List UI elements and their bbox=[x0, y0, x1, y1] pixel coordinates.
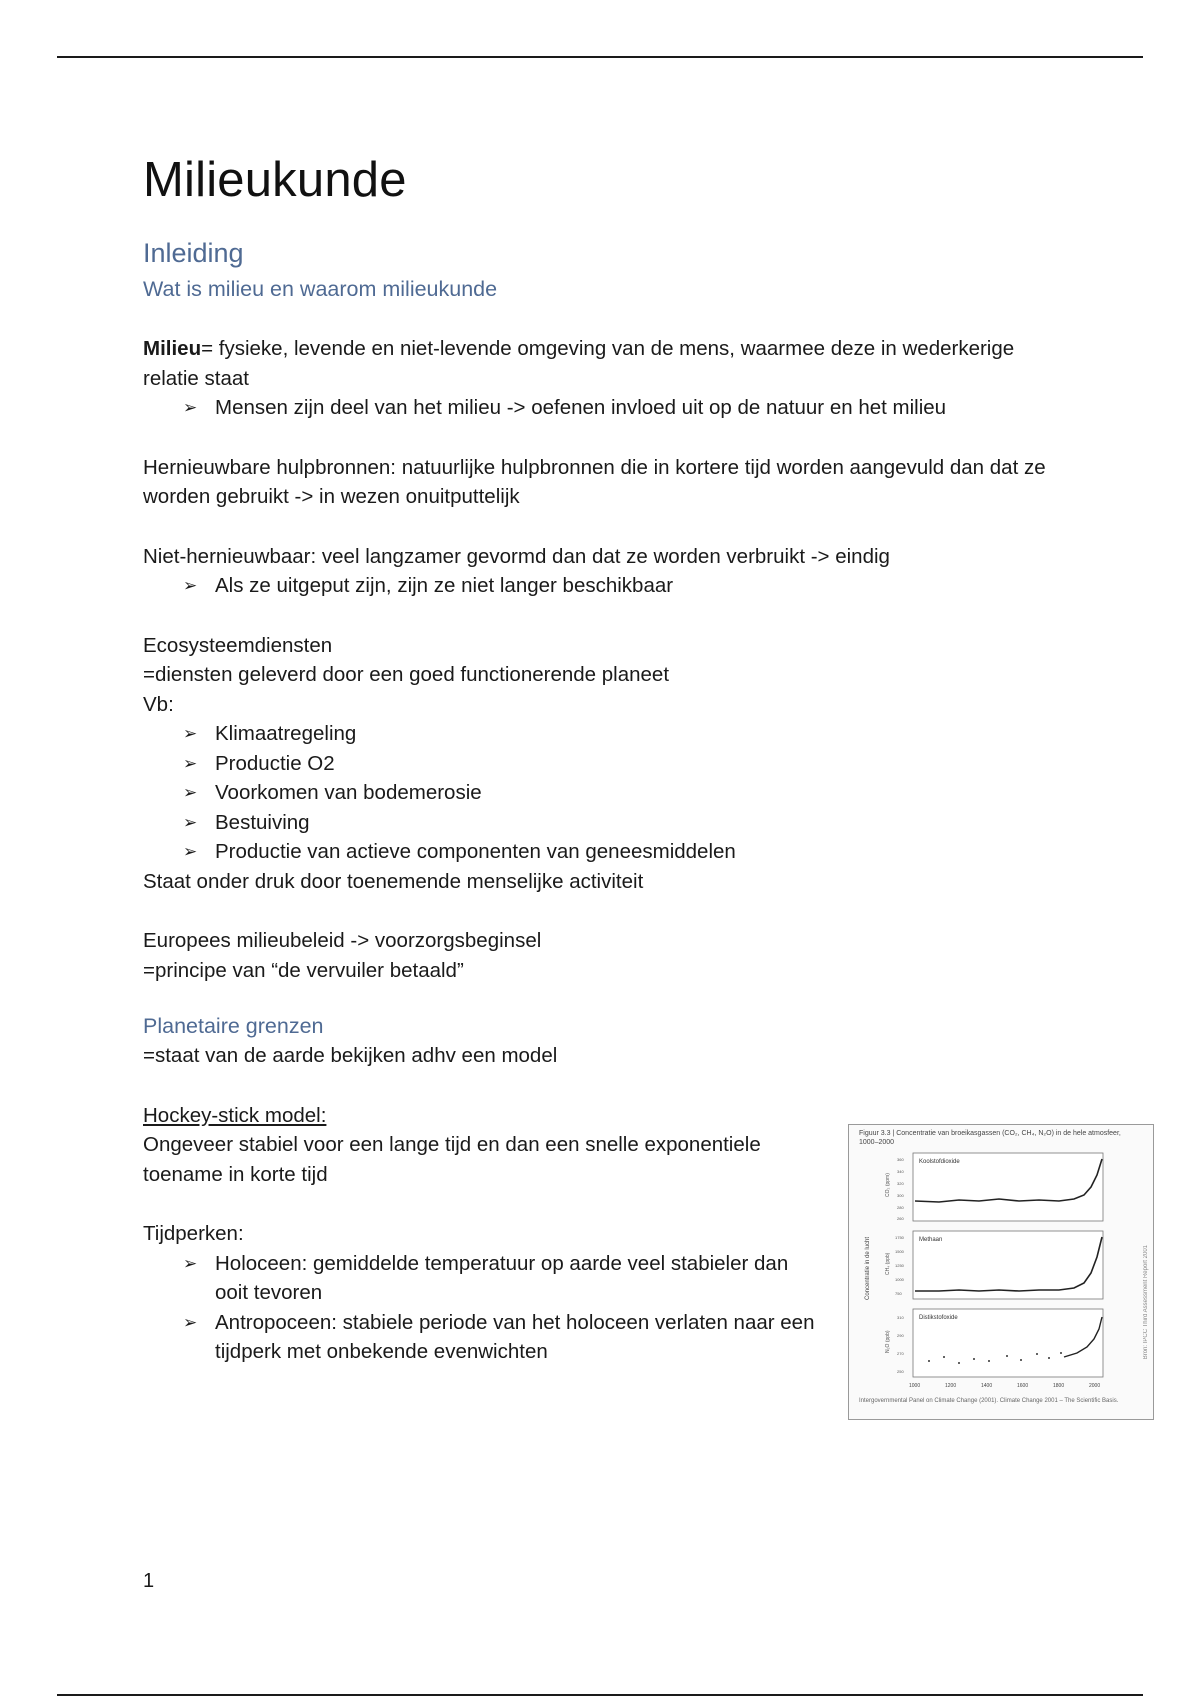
svg-text:1750: 1750 bbox=[895, 1235, 904, 1240]
x-axis-ticks bbox=[909, 1383, 1100, 1389]
svg-text:1500: 1500 bbox=[895, 1249, 904, 1254]
hockey-text: Ongeveer stabiel voor een lange tijd en dan een snelle exponentiele toename in korte tijd bbox=[143, 1133, 761, 1186]
arrow-bullet-icon: ➢ bbox=[183, 1253, 198, 1273]
figure-y-axis-label: Concentratie in de lucht bbox=[865, 1236, 871, 1300]
list-item: ➢ Voorkomen van bodemerosie bbox=[183, 778, 1063, 808]
arrow-bullet-icon: ➢ bbox=[183, 1312, 198, 1332]
arrow-bullet-icon: ➢ bbox=[183, 753, 198, 773]
svg-text:750: 750 bbox=[895, 1291, 902, 1296]
svg-text:2000: 2000 bbox=[1089, 1383, 1101, 1389]
svg-text:270: 270 bbox=[897, 1351, 904, 1356]
svg-text:340: 340 bbox=[897, 1169, 904, 1174]
ecosysteem-definition: =diensten geleverd door een goed functionerende planeet bbox=[143, 663, 670, 686]
figure-source: Intergovernmental Panel on Climate Change (2001). Climate Change 2001 – The Scientific Basis. bbox=[859, 1398, 1119, 1404]
figure-chart bbox=[849, 1125, 1153, 1419]
top-rule bbox=[57, 56, 1143, 58]
arrow-bullet-icon: ➢ bbox=[183, 724, 198, 743]
ecosysteem-bullets bbox=[143, 719, 1063, 867]
niet-hernieuwbaar-paragraph: Niet-hernieuwbaar: veel langzamer gevormd dan dat ze worden verbruikt -> eindig bbox=[143, 544, 890, 568]
list-item: ➢ Productie van actieve componenten van geneesmiddelen bbox=[183, 837, 1063, 867]
ecosysteem-footer: Staat onder druk door toenemende menselijke activiteit bbox=[143, 869, 644, 893]
arrow-bullet-icon: ➢ bbox=[183, 842, 198, 861]
hernieuwbaar-paragraph: Hernieuwbare hulpbronnen: natuurlijke hulpbronnen die in kortere tijd worden aangevuld dan dat ze worden gebruikt -> in wezen onuitputtelijk bbox=[143, 455, 1046, 508]
svg-text:320: 320 bbox=[897, 1181, 904, 1186]
bottom-rule bbox=[57, 1694, 1143, 1696]
list-item: ➢ Productie O2 bbox=[183, 749, 1063, 779]
svg-text:260: 260 bbox=[897, 1216, 904, 1221]
panel-ch4-label: Methaan bbox=[919, 1237, 943, 1243]
milieu-term: Milieu bbox=[143, 337, 202, 360]
ecosysteem-heading: Ecosysteemdiensten bbox=[143, 633, 333, 657]
n2o-y-ticks bbox=[897, 1315, 904, 1374]
panel-co2-label: Koolstofdioxide bbox=[919, 1159, 960, 1165]
svg-text:1600: 1600 bbox=[1017, 1383, 1029, 1389]
europees-line2: =principe van “de vervuiler betaald” bbox=[143, 958, 464, 982]
arrow-bullet-icon: ➢ bbox=[183, 398, 198, 417]
svg-text:300: 300 bbox=[897, 1193, 904, 1198]
list-item: ➢ Mensen zijn deel van het milieu -> oefenen invloed uit op de natuur en het milieu bbox=[183, 393, 1063, 423]
hockey-heading: Hockey-stick model: bbox=[143, 1103, 327, 1127]
panel-ch4-unit: CH₄ (ppb) bbox=[885, 1252, 891, 1275]
milieu-definition bbox=[143, 334, 1063, 393]
page-number: 1 bbox=[143, 1570, 155, 1592]
arrow-bullet-icon: ➢ bbox=[183, 783, 198, 802]
planetaire-text: =staat van de aarde bekijken adhv een model bbox=[143, 1044, 558, 1067]
section-title: Inleiding bbox=[143, 238, 244, 268]
europees-line1: Europees milieubeleid -> voorzorgsbeginsel bbox=[143, 929, 542, 952]
svg-text:1200: 1200 bbox=[945, 1383, 957, 1389]
list-item: ➢ Holoceen: gemiddelde temperatuur op aarde veel stabieler dan ooit tevoren bbox=[183, 1249, 823, 1308]
list-item: ➢ Antropoceen: stabiele periode van het holoceen verlaten naar een tijdperk met onbekende evenwichten bbox=[183, 1308, 823, 1367]
ecosysteem-vb: Vb: bbox=[143, 692, 174, 716]
niet-hernieuwbaar-bullets bbox=[143, 571, 1063, 601]
figure-side-label: Bron: IPCC Third Assessment Report 2001 bbox=[1143, 1245, 1149, 1360]
svg-text:250: 250 bbox=[897, 1369, 904, 1374]
arrow-bullet-icon: ➢ bbox=[183, 812, 198, 832]
list-item: ➢ Als ze uitgeput zijn, zijn ze niet langer beschikbaar bbox=[183, 571, 1063, 601]
svg-text:1800: 1800 bbox=[1053, 1383, 1065, 1389]
svg-text:1250: 1250 bbox=[895, 1263, 904, 1268]
tijdperken-heading: Tijdperken: bbox=[143, 1222, 244, 1245]
subsection-title: Wat is milieu en waarom milieukunde bbox=[143, 277, 498, 301]
svg-text:1400: 1400 bbox=[981, 1383, 993, 1389]
panel-co2-unit: CO₂ (ppm) bbox=[885, 1173, 891, 1197]
planetaire-title: Planetaire grenzen bbox=[143, 1014, 324, 1038]
svg-text:1000: 1000 bbox=[895, 1277, 904, 1282]
arrow-bullet-icon: ➢ bbox=[183, 576, 198, 595]
ch4-y-ticks bbox=[895, 1235, 905, 1296]
tijdperken-bullets bbox=[143, 1249, 823, 1367]
svg-text:280: 280 bbox=[897, 1205, 904, 1210]
figure-caption: Figuur 3.3 | Concentratie van broeikasgassen (CO₂, CH₄, N₂O) in de hele atmosfeer, 1000–2000 bbox=[859, 1130, 1121, 1146]
list-item: ➢ Klimaatregeling bbox=[183, 719, 1063, 749]
panel-n2o-label: Distikstofoxide bbox=[919, 1315, 958, 1321]
co2-y-ticks bbox=[897, 1157, 904, 1221]
svg-text:360: 360 bbox=[897, 1157, 904, 1162]
panel-n2o-unit: N₂O (ppb) bbox=[885, 1330, 891, 1353]
svg-text:310: 310 bbox=[897, 1315, 904, 1320]
greenhouse-gas-figure bbox=[848, 1124, 1154, 1420]
milieu-bullets bbox=[143, 393, 1063, 423]
svg-text:290: 290 bbox=[897, 1333, 904, 1338]
document-title: Milieukunde bbox=[143, 153, 407, 207]
list-item: ➢ Bestuiving bbox=[183, 808, 1063, 838]
svg-text:1000: 1000 bbox=[909, 1383, 921, 1389]
milieu-definition-text: = fysieke, levende en niet-levende omgeving van de mens, waarmee deze in wederkerige relatie staat bbox=[143, 337, 1015, 390]
